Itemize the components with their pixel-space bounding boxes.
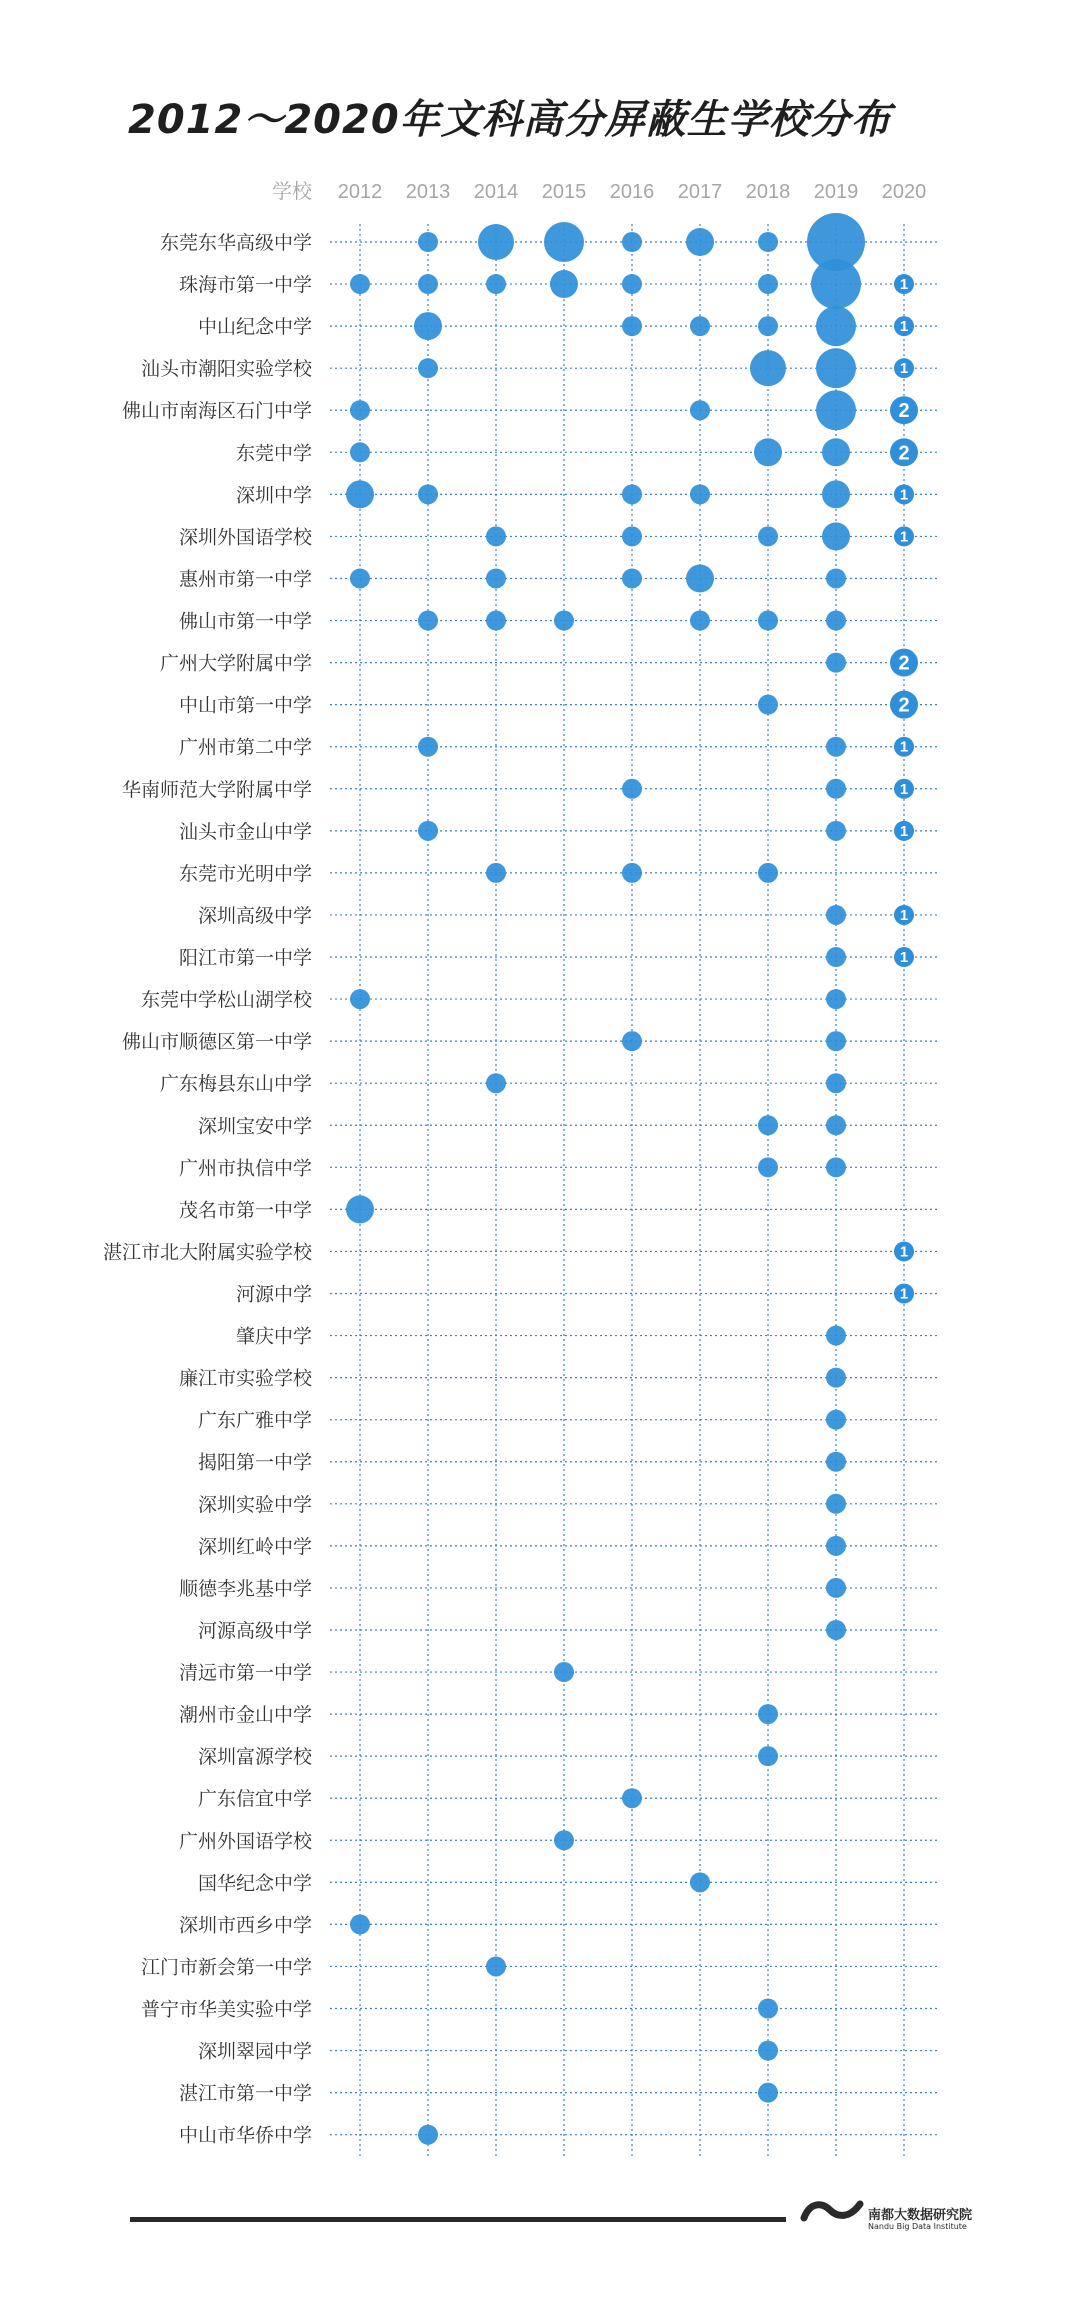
data-bubble xyxy=(826,1073,846,1093)
data-bubble xyxy=(754,438,782,466)
data-bubble xyxy=(414,312,442,340)
data-bubble xyxy=(350,989,370,1009)
data-bubble xyxy=(486,1956,506,1976)
data-bubble xyxy=(822,522,850,550)
logo-subtitle: Nandu Big Data Institute xyxy=(868,2222,967,2231)
count-label: 1 xyxy=(899,1243,909,1261)
data-bubble xyxy=(758,526,778,546)
data-bubble xyxy=(554,1830,574,1850)
data-bubble xyxy=(758,1999,778,2019)
school-label: 河源高级中学 xyxy=(197,1619,312,1642)
data-bubble xyxy=(622,316,642,336)
data-bubble xyxy=(350,1914,370,1934)
data-bubble xyxy=(811,259,861,309)
data-bubble xyxy=(758,232,778,252)
nandu-logo-icon xyxy=(800,2198,864,2222)
data-bubble xyxy=(350,568,370,588)
school-label: 湛江市第一中学 xyxy=(178,2082,312,2105)
school-label: 华南师范大学附属中学 xyxy=(121,778,312,801)
year-label: 2014 xyxy=(473,181,519,203)
school-label: 佛山市第一中学 xyxy=(178,610,312,633)
school-label: 汕头市金山中学 xyxy=(178,820,312,843)
data-bubble xyxy=(826,1326,846,1346)
school-label: 广州市执信中学 xyxy=(178,1157,312,1180)
count-label: 1 xyxy=(899,486,909,504)
school-label: 佛山市南海区石门中学 xyxy=(121,400,312,423)
data-bubble xyxy=(816,306,856,346)
data-bubble xyxy=(758,2083,778,2103)
data-bubble xyxy=(622,779,642,799)
data-bubble xyxy=(486,611,506,631)
data-bubble xyxy=(826,1536,846,1556)
data-bubble xyxy=(826,905,846,925)
footer-rule xyxy=(130,2217,786,2222)
count-label: 1 xyxy=(899,822,909,840)
data-bubble xyxy=(758,1115,778,1135)
data-bubble xyxy=(826,568,846,588)
school-label: 广州外国语学校 xyxy=(178,1830,312,1853)
school-label: 汕头市潮阳实验学校 xyxy=(140,358,312,381)
data-bubble xyxy=(826,779,846,799)
data-bubble xyxy=(350,442,370,462)
data-bubble xyxy=(826,1410,846,1430)
data-bubble xyxy=(622,1031,642,1051)
data-bubble xyxy=(826,947,846,967)
year-label: 2018 xyxy=(745,181,791,203)
count-label: 1 xyxy=(899,738,909,756)
data-bubble xyxy=(622,863,642,883)
data-bubble xyxy=(826,1157,846,1177)
data-bubble xyxy=(816,390,856,430)
data-bubble xyxy=(690,316,710,336)
school-label: 肇庆中学 xyxy=(235,1325,312,1348)
school-label: 深圳实验中学 xyxy=(197,1493,312,1516)
count-label: 1 xyxy=(899,360,909,378)
school-label: 东莞东华高级中学 xyxy=(159,232,312,254)
school-label: 广东广雅中学 xyxy=(197,1409,312,1432)
data-bubble xyxy=(418,484,438,504)
school-label: 广东梅县东山中学 xyxy=(159,1073,312,1096)
count-label: 2 xyxy=(898,694,910,717)
axis-labels xyxy=(103,179,926,2147)
school-label: 中山纪念中学 xyxy=(197,316,312,339)
year-label: 2019 xyxy=(813,181,859,203)
data-bubble xyxy=(544,222,584,262)
data-bubble xyxy=(758,611,778,631)
school-label: 河源中学 xyxy=(235,1283,312,1306)
data-bubble xyxy=(686,228,714,256)
data-bubble xyxy=(826,1620,846,1640)
data-bubble xyxy=(478,224,514,260)
data-bubble xyxy=(690,611,710,631)
year-label: 2015 xyxy=(541,181,587,203)
data-bubble xyxy=(622,274,642,294)
data-bubble xyxy=(622,526,642,546)
data-bubble xyxy=(826,1031,846,1051)
data-bubble xyxy=(826,1368,846,1388)
chart-title: 2012～2020年文科高分屏蔽生学校分布 xyxy=(128,97,892,143)
data-bubble xyxy=(550,270,578,298)
data-bubble xyxy=(554,611,574,631)
data-bubble xyxy=(826,821,846,841)
school-label: 深圳翠园中学 xyxy=(197,2040,312,2063)
school-label: 广州大学附属中学 xyxy=(159,652,312,675)
year-label: 2020 xyxy=(881,181,927,203)
school-label: 清远市第一中学 xyxy=(178,1662,312,1685)
count-label: 2 xyxy=(898,400,910,423)
school-label: 东莞市光明中学 xyxy=(178,862,312,885)
data-bubble xyxy=(826,1115,846,1135)
data-bubble xyxy=(826,1578,846,1598)
data-bubble xyxy=(486,1073,506,1093)
year-label: 2013 xyxy=(405,181,451,203)
school-label: 东莞中学松山湖学校 xyxy=(140,989,312,1012)
school-label: 国华纪念中学 xyxy=(197,1872,312,1895)
data-bubble xyxy=(758,316,778,336)
data-bubble xyxy=(418,274,438,294)
school-label: 深圳高级中学 xyxy=(197,904,312,927)
data-bubble xyxy=(346,1195,374,1223)
count-label: 1 xyxy=(899,906,909,924)
school-label: 深圳富源学校 xyxy=(197,1746,312,1769)
data-bubble xyxy=(758,1746,778,1766)
data-bubble xyxy=(622,1788,642,1808)
school-label: 揭阳第一中学 xyxy=(197,1451,312,1474)
data-bubble xyxy=(350,274,370,294)
data-bubble xyxy=(822,480,850,508)
data-bubble xyxy=(758,863,778,883)
data-bubble xyxy=(622,232,642,252)
data-bubble xyxy=(418,821,438,841)
school-label: 中山市第一中学 xyxy=(178,694,312,717)
data-bubble xyxy=(758,695,778,715)
data-bubble xyxy=(418,611,438,631)
data-bubble xyxy=(346,480,374,508)
school-label: 深圳市西乡中学 xyxy=(178,1914,312,1937)
data-bubble xyxy=(826,1494,846,1514)
count-label: 1 xyxy=(899,1285,909,1303)
count-label: 2 xyxy=(898,652,910,675)
data-bubble xyxy=(686,564,714,592)
school-label: 惠州市第一中学 xyxy=(178,568,312,591)
year-label: 2012 xyxy=(337,181,383,203)
data-bubble xyxy=(826,989,846,1009)
data-bubble xyxy=(622,568,642,588)
school-label: 深圳红岭中学 xyxy=(197,1535,312,1558)
school-label: 深圳外国语学校 xyxy=(178,526,312,549)
school-label: 普宁市华美实验中学 xyxy=(140,1998,312,2021)
data-bubble xyxy=(758,274,778,294)
header-school-label: 学校 xyxy=(272,179,312,203)
data-bubble xyxy=(826,1452,846,1472)
data-bubble xyxy=(690,1872,710,1892)
data-bubble xyxy=(418,737,438,757)
school-label: 湛江市北大附属实验学校 xyxy=(102,1241,312,1264)
school-label: 东莞中学 xyxy=(235,442,312,465)
school-label: 深圳中学 xyxy=(235,484,312,507)
data-bubble xyxy=(418,2125,438,2145)
school-label: 广州市第二中学 xyxy=(178,736,312,759)
logo-name: 南都大数据研究院 xyxy=(868,2208,973,2223)
data-bubble xyxy=(486,568,506,588)
school-label: 佛山市顺德区第一中学 xyxy=(121,1031,312,1054)
year-label: 2017 xyxy=(677,181,723,203)
data-bubble xyxy=(486,863,506,883)
count-label: 2 xyxy=(898,442,910,465)
data-bubble xyxy=(350,400,370,420)
data-bubble xyxy=(758,2041,778,2061)
year-label: 2016 xyxy=(609,181,655,203)
data-bubble xyxy=(758,1157,778,1177)
grid-lines xyxy=(330,224,940,2157)
school-label: 茂名市第一中学 xyxy=(178,1199,312,1222)
school-label: 廉江市实验学校 xyxy=(178,1367,312,1390)
data-bubble xyxy=(822,438,850,466)
data-bubble xyxy=(418,232,438,252)
data-bubble xyxy=(750,350,786,386)
data-bubble xyxy=(486,526,506,546)
data-bubble xyxy=(758,1704,778,1724)
data-bubble xyxy=(690,400,710,420)
data-bubble xyxy=(826,737,846,757)
count-label: 1 xyxy=(899,318,909,336)
school-label: 顺德李兆基中学 xyxy=(178,1577,312,1600)
school-label: 中山市华侨中学 xyxy=(178,2124,312,2147)
school-label: 珠海市第一中学 xyxy=(178,274,312,297)
count-label: 1 xyxy=(899,780,909,798)
count-label: 1 xyxy=(899,528,909,546)
data-bubble xyxy=(622,484,642,504)
data-bubble xyxy=(690,484,710,504)
data-bubble xyxy=(486,274,506,294)
school-label: 江门市新会第一中学 xyxy=(140,1956,312,1979)
data-bubble xyxy=(826,611,846,631)
data-bubble xyxy=(418,358,438,378)
count-label: 1 xyxy=(899,276,909,294)
data-bubble xyxy=(554,1662,574,1682)
count-label: 1 xyxy=(899,949,909,967)
data-bubble xyxy=(826,653,846,673)
school-label: 深圳宝安中学 xyxy=(197,1115,312,1138)
school-label: 广东信宜中学 xyxy=(197,1788,312,1811)
school-label: 阳江市第一中学 xyxy=(178,947,312,970)
data-bubble xyxy=(816,348,856,388)
school-label: 潮州市金山中学 xyxy=(178,1704,312,1727)
